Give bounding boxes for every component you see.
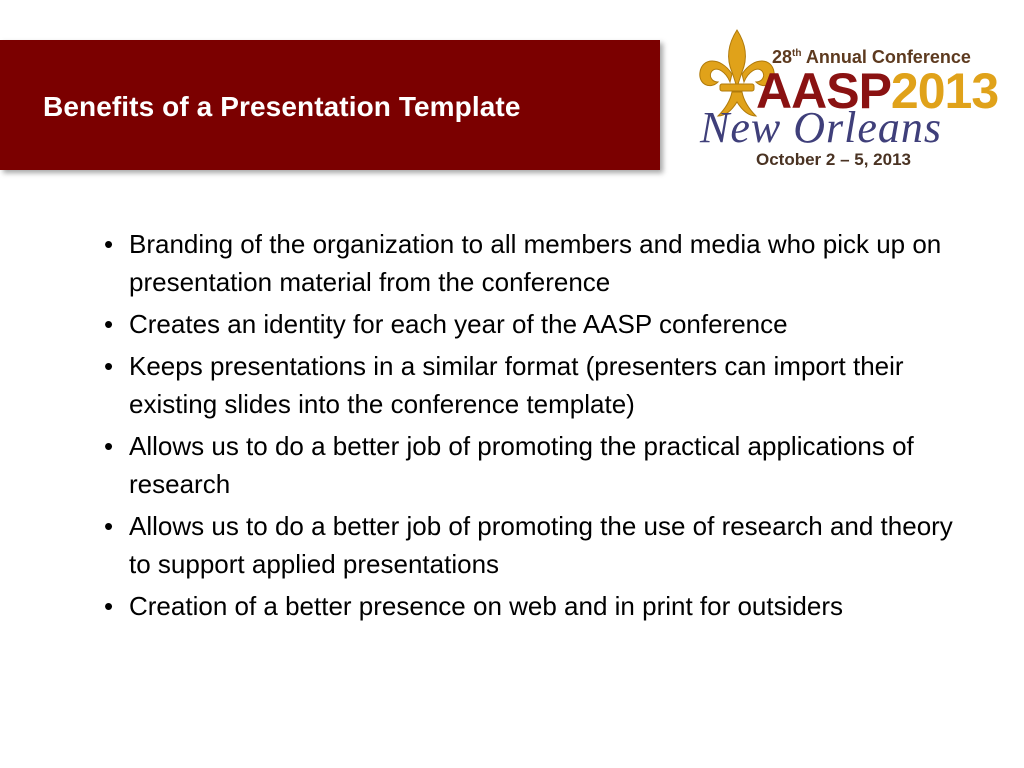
bullet-item [104, 587, 974, 625]
conference-logo [692, 26, 999, 182]
bullet-marker: • [104, 511, 114, 541]
slide-title: Benefits of a Presentation Template [43, 91, 521, 122]
conference-edition: 28th Annual Conference [772, 47, 971, 67]
bullet-marker: • [104, 591, 114, 621]
city-name: New Orleans [700, 103, 942, 152]
bullet-item [104, 427, 974, 503]
bullet-text: Allows us to do a better job of promoting the use of research and theory to support applied presentations [129, 511, 953, 579]
bullet-item [104, 225, 974, 301]
bullet-text: Allows us to do a better job of promoting the practical applications of research [129, 431, 914, 499]
conference-dates: October 2 – 5, 2013 [756, 150, 911, 169]
bullet-marker: • [104, 309, 114, 339]
bullet-text: Branding of the organization to all members and media who pick up on presentation material from the conference [129, 229, 942, 297]
bullet-item [104, 305, 974, 343]
org-name: AASP [756, 63, 891, 119]
bullet-list [104, 225, 974, 629]
bullet-text: Keeps presentations in a similar format (presenters can import their existing slides into the conference template) [129, 351, 904, 419]
bullet-marker: • [104, 229, 114, 259]
bullet-item [104, 507, 974, 583]
bullet-text: Creation of a better presence on web and in print for outsiders [129, 591, 843, 621]
bullet-marker: • [104, 351, 114, 381]
bullet-text: Creates an identity for each year of the AASP conference [129, 309, 788, 339]
bullet-marker: • [104, 431, 114, 461]
title-bar [0, 40, 660, 170]
conference-year: 2013 [890, 63, 999, 119]
bullet-item [104, 347, 974, 423]
